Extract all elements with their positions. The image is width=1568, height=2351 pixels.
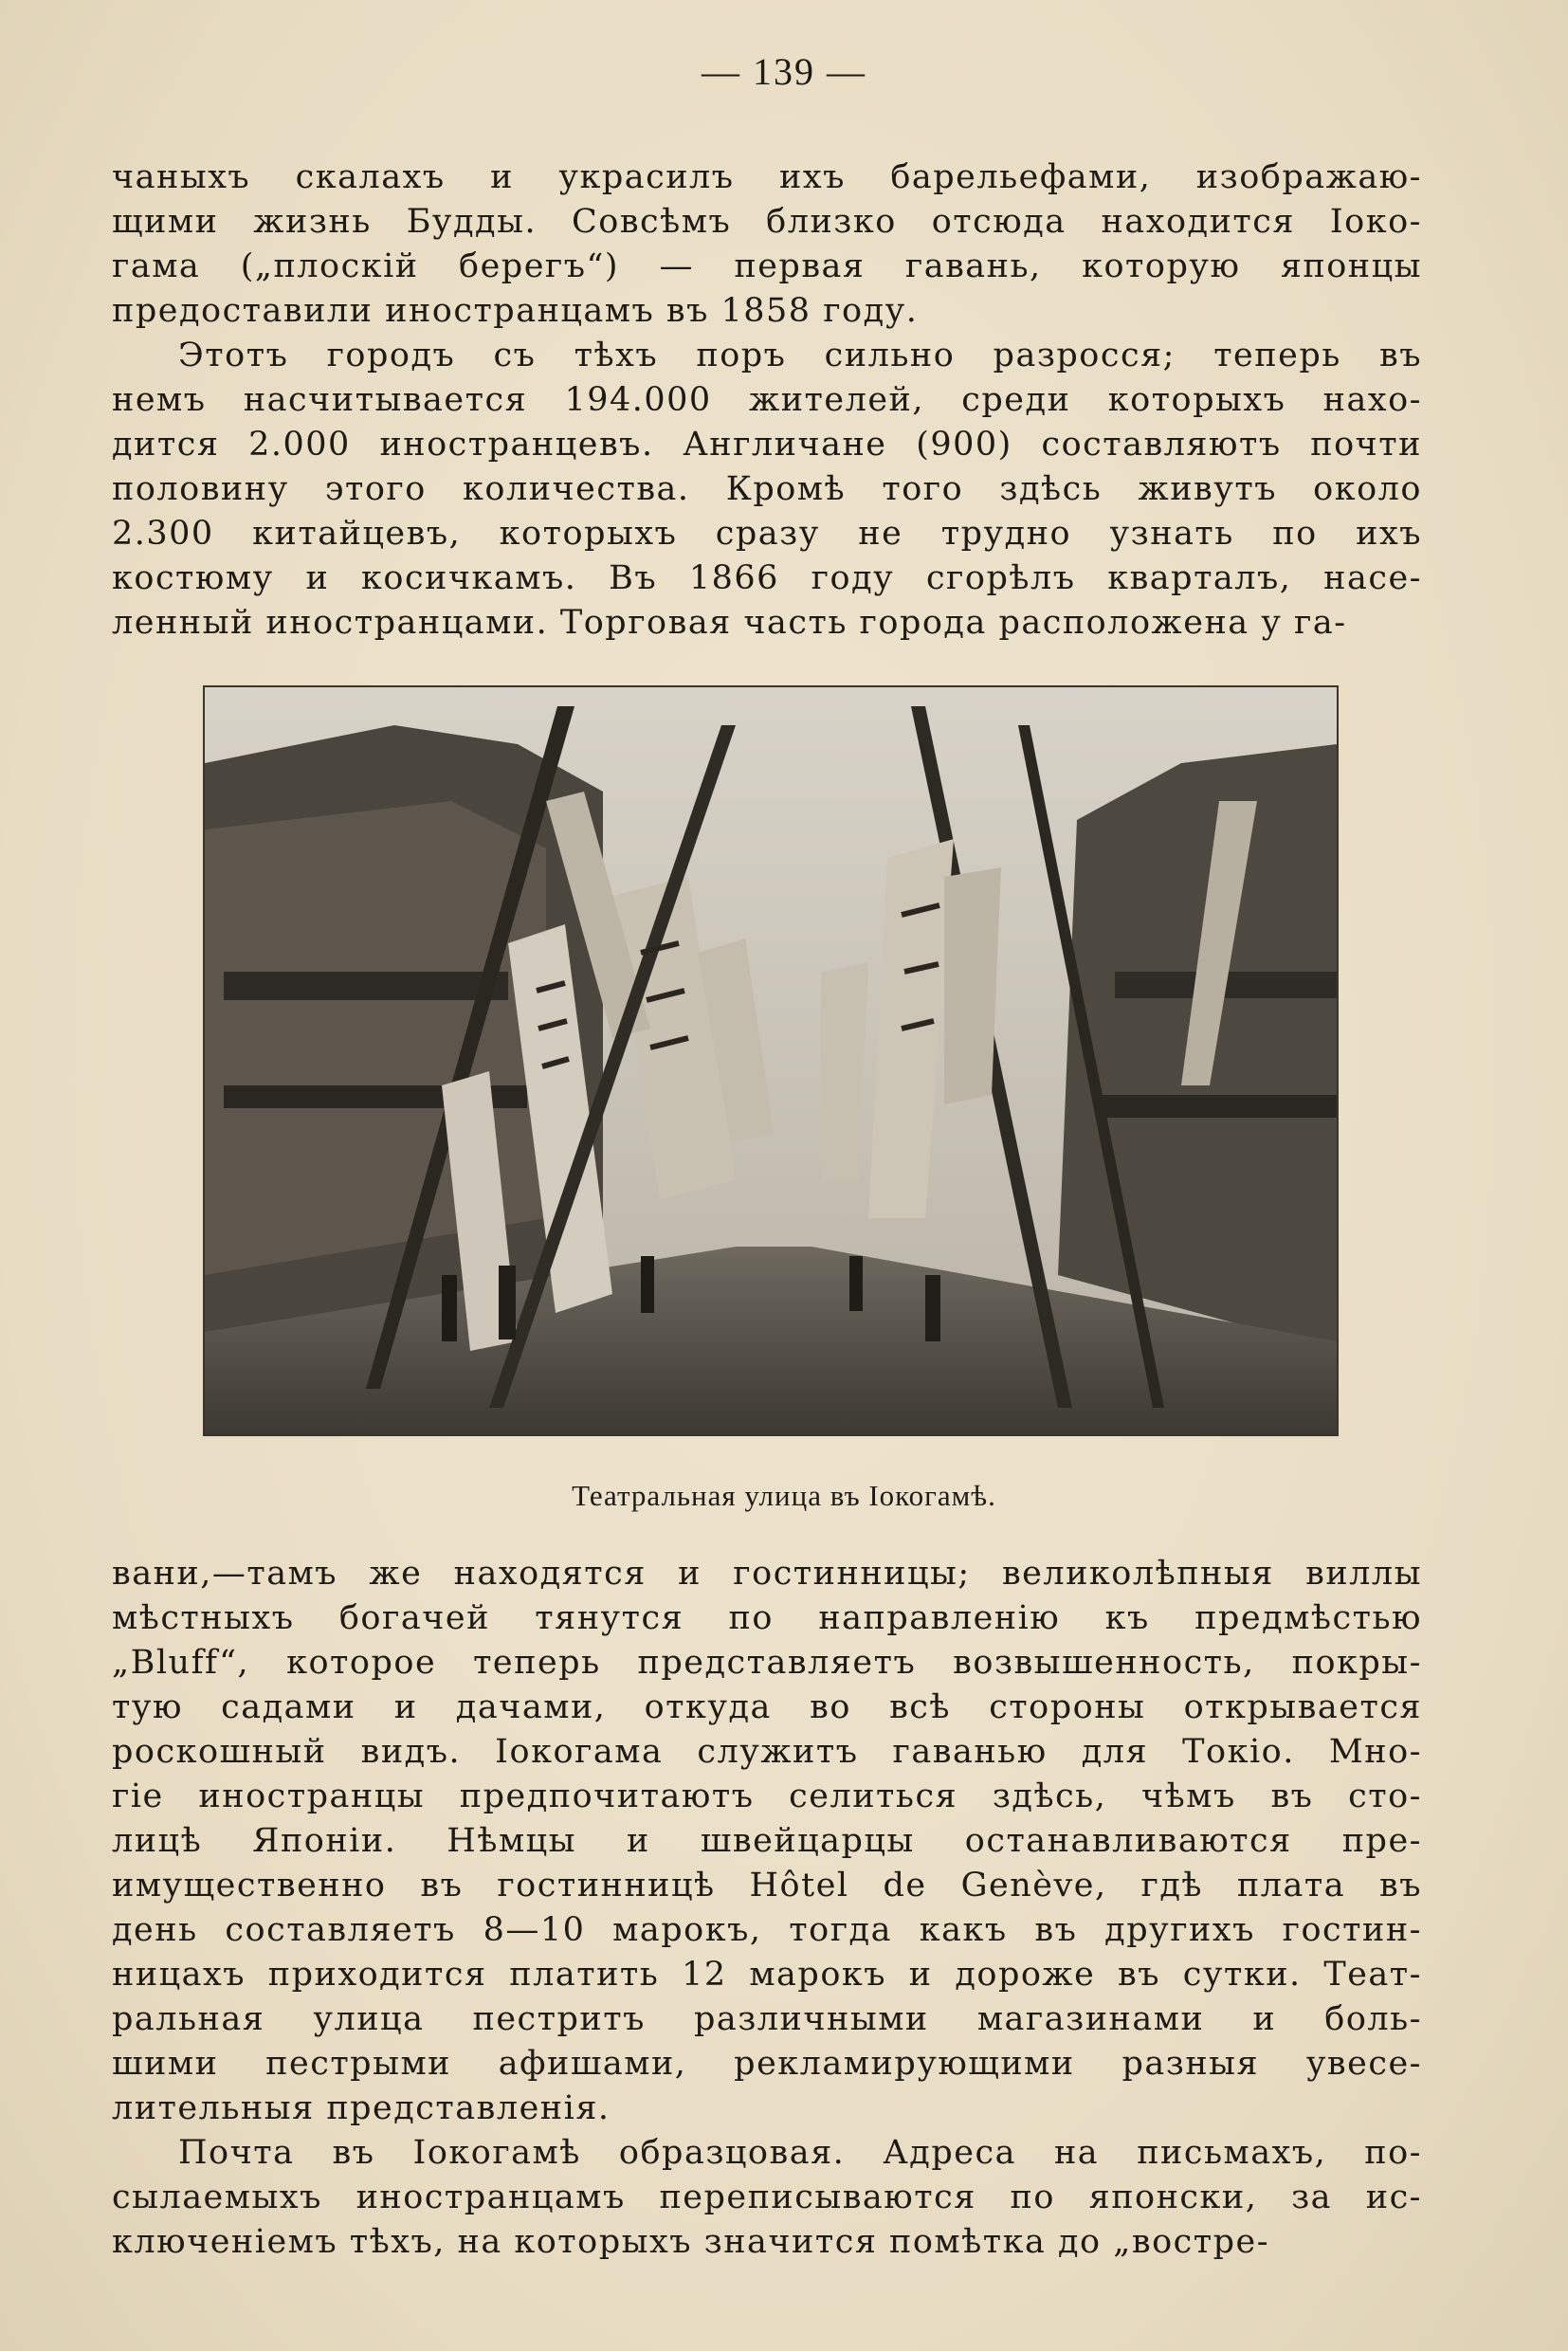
text-line: тую садами и дачами, откуда во всѣ стороны открывается bbox=[112, 1688, 1422, 1726]
text-line: ключеніемъ тѣхъ, на которыхъ значится помѣтка до „востре- bbox=[112, 2223, 1270, 2261]
text-line: дится 2.000 иностранцевъ. Англичане (900) составляютъ почти bbox=[112, 426, 1422, 464]
text-line: лительныя представленія. bbox=[112, 2089, 611, 2127]
text-line: шими пестрыми афишами, рекламирующими разныя увесе- bbox=[112, 2045, 1422, 2083]
paragraph bbox=[112, 155, 1422, 334]
text-line: щими жизнь Будды. Совсѣмъ близко отсюда находится Іоко- bbox=[112, 203, 1422, 241]
text-line: ленный иностранцами. Торговая часть города расположена у га- bbox=[112, 604, 1347, 642]
text-line: день составляетъ 8—10 марокъ, тогда какъ въ другихъ гостин- bbox=[112, 1911, 1422, 1949]
text-line: ральная улица пестритъ различными магазинами и боль- bbox=[112, 2000, 1422, 2038]
text-line: сылаемыхъ иностранцамъ переписываются по японски, за ис- bbox=[112, 2178, 1422, 2216]
text-line: чаныхъ скалахъ и украсилъ ихъ барельефами, изображаю- bbox=[112, 158, 1422, 196]
text-line: немъ насчитывается 194.000 жителей, среди которыхъ нахо- bbox=[112, 381, 1422, 419]
text-line: ницахъ приходится платить 12 марокъ и дороже въ сутки. Теат- bbox=[112, 1956, 1422, 1994]
text-line: Этотъ городъ съ тѣхъ поръ сильно разросся; теперь въ bbox=[178, 337, 1422, 374]
page-number: — 139 — bbox=[702, 50, 866, 93]
text-line: имущественно въ гостинницѣ Hôtel de Genève, гдѣ плата въ bbox=[112, 1867, 1422, 1904]
text-line: гіе иностранцы предпочитаютъ селиться здѣсь, чѣмъ въ сто- bbox=[112, 1777, 1422, 1815]
paragraph bbox=[112, 1552, 1422, 2131]
text-line: вани,—тамъ же находятся и гостинницы; великолѣпныя виллы bbox=[112, 1555, 1422, 1593]
street-photo-illustration bbox=[205, 687, 1337, 1434]
text-line: костюму и косичкамъ. Въ 1866 году сгорѣлъ кварталъ, насе- bbox=[112, 559, 1422, 597]
text-line: половину этого количества. Кромѣ того здѣсь живутъ около bbox=[112, 470, 1422, 508]
text-line: „Bluff“, которое теперь представляетъ возвышенность, покры- bbox=[112, 1644, 1422, 1682]
text-line: роскошный видъ. Іокогама служитъ гаванью для Токіо. Мно- bbox=[112, 1733, 1422, 1771]
text-line: предоставили иностранцамъ въ 1858 году. bbox=[112, 292, 919, 330]
paragraph bbox=[112, 334, 1422, 646]
text-line: гама („плоскій берегъ“) — первая гавань, которую японцы bbox=[112, 247, 1422, 285]
street-photo bbox=[203, 685, 1339, 1436]
text-line: Почта въ Іокогамѣ образцовая. Адреса на письмахъ, по- bbox=[178, 2134, 1422, 2172]
text-line: 2.300 китайцевъ, которыхъ сразу не трудно узнать по ихъ bbox=[112, 515, 1422, 553]
text-line: лицѣ Японіи. Нѣмцы и швейцарцы останавливаются пре- bbox=[112, 1822, 1422, 1860]
bottom-text-block bbox=[112, 1552, 1422, 2265]
paragraph bbox=[112, 2131, 1422, 2265]
top-text-block bbox=[112, 155, 1422, 646]
text-line: мѣстныхъ богачей тянутся по направленію къ предмѣстью bbox=[112, 1599, 1422, 1637]
figure-caption: Театральная улица въ Іокогамѣ. bbox=[572, 1479, 996, 1512]
